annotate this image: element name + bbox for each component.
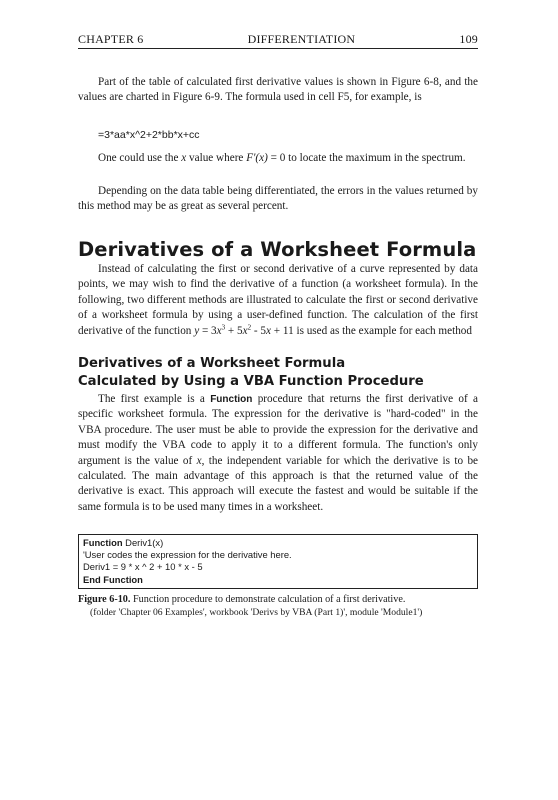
code-line-4: End Function	[83, 573, 143, 585]
chapter-title: DIFFERENTIATION	[247, 32, 356, 46]
subsection-heading-line-2: Calculated by Using a VBA Function Procedure	[78, 374, 424, 389]
code-line-2: 'User codes the expression for the derivative here.	[83, 549, 292, 561]
function-keyword: Function	[210, 394, 253, 405]
figure-caption	[78, 593, 478, 619]
figure-label: Figure 6-10.	[78, 594, 131, 605]
chapter-label: CHAPTER 6	[78, 32, 144, 46]
section-paragraph: Instead of calculating the first or second derivative of a curve represented by data points, we may wish to find the derivative of a function (a worksheet formula). In the following, two different methods are illustrated to calculate the first or second derivative of a worksheet formula by using a user-defined function. The calculation of the first derivative of the function $y = 3x^3 + 5x^2 - 5x + 11$ is used as the example for each method	[78, 263, 478, 337]
intro-paragraph-2: One could use the x value where F'(x) = 0 to locate the maximum in the spectrum.	[98, 152, 466, 164]
subsection-heading-line-1: Derivatives of a Worksheet Formula	[78, 356, 346, 371]
code-line-1: Function Deriv1(x)	[83, 537, 164, 548]
cell-formula: =3*aa*x^2+2*bb*x+cc	[98, 129, 200, 141]
figure-source: (folder 'Chapter 06 Examples', workbook 'Derivs by VBA (Part 1)', module 'Module1')	[90, 607, 423, 618]
subsection-paragraph: The first example is a Function procedure that returns the first derivative of a specific worksheet formula. The expression for the derivative is "hard-coded" in the VBA procedure. The user must be able to provide the expression for the derivative and must modify the VBA code to apply it to a different formula. The function's only argument is the value of x, the independent variable for which the derivative is to be calculated. The main advantage of this approach is that the returned value of the derivative is exact. This approach will execute the fastest and would be suitable if the same formula is to be used many times in a worksheet.	[78, 393, 478, 513]
section-heading: Derivatives of a Worksheet Formula	[78, 238, 477, 261]
page-number: 109	[459, 32, 478, 46]
intro-paragraph-1: Part of the table of calculated first derivative values is shown in Figure 6-8, and the values are charted in Figure 6-9. The formula used in cell F5, for example, is	[78, 76, 478, 104]
figure-caption-text: Function procedure to demonstrate calculation of a first derivative.	[130, 594, 406, 605]
intro-paragraph-3: Depending on the data table being differentiated, the errors in the values returned by this method may be as great as several percent.	[78, 185, 478, 213]
code-line-3: Deriv1 = 9 * x ^ 2 + 10 * x - 5	[83, 561, 203, 573]
vba-code-box	[78, 534, 478, 589]
running-header	[78, 32, 478, 49]
